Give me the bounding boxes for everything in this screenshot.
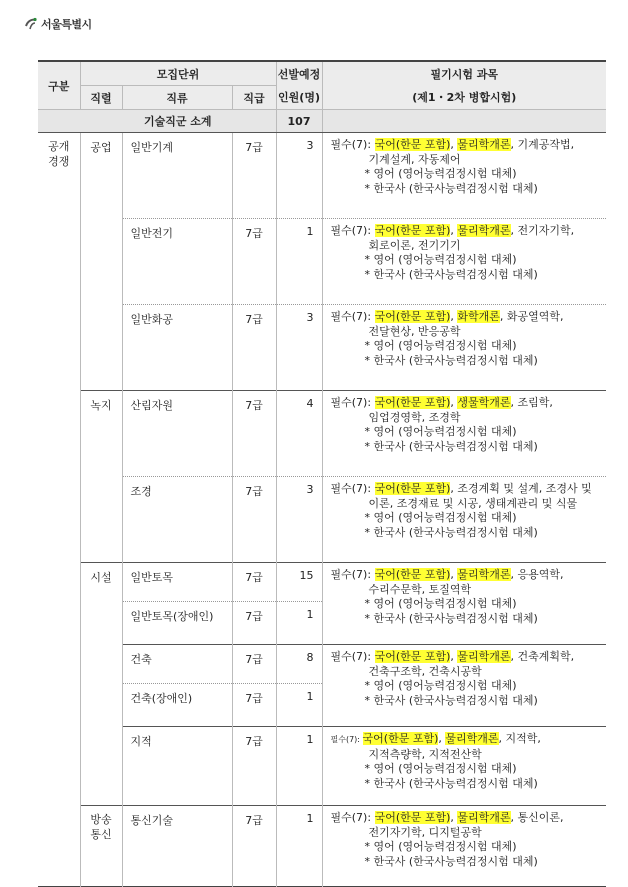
table-row	[38, 645, 606, 684]
table-row	[38, 477, 606, 563]
subject-cell: 필수(7): 국어(한문 포함), 화학개론, 화공열역학, 전달현상, 반응공학 * 영어 (영어능력검정시험 대체) * 한국사 (한국사능력검정시험 대체)	[322, 305, 606, 391]
count-cell: 8	[276, 645, 322, 684]
logo-text: 서울특별시	[41, 18, 92, 31]
count-cell: 3	[276, 133, 322, 219]
seoul-logo	[24, 16, 92, 32]
count-cell: 3	[276, 477, 322, 563]
grade-cell: 7급	[232, 563, 276, 602]
highlight: 국어(한문 포함)	[374, 138, 451, 151]
header-seonbal-1: 선발예정	[276, 61, 322, 86]
table-row	[38, 563, 606, 602]
header-subject-2: (제1・2차 병합시험)	[322, 86, 606, 110]
grade-cell: 7급	[232, 477, 276, 563]
exam-table	[38, 60, 606, 887]
seoul-logo-icon	[24, 17, 38, 31]
count-cell: 4	[276, 391, 322, 477]
table-row	[38, 133, 606, 219]
count-cell: 3	[276, 305, 322, 391]
grade-cell: 7급	[232, 684, 276, 727]
kind-cell: 일반토목	[122, 563, 232, 602]
kind-cell: 통신기술	[122, 806, 232, 887]
table-row	[38, 391, 606, 477]
highlight: 물리학개론	[457, 138, 511, 151]
count-cell: 1	[276, 727, 322, 806]
table-row	[38, 219, 606, 305]
table-row	[38, 305, 606, 391]
grade-cell: 7급	[232, 602, 276, 645]
grade-cell: 7급	[232, 305, 276, 391]
subject-cell: 필수(7): 국어(한문 포함), 물리학개론, 응용역학, 수리수문학, 토질역학 * 영어 (영어능력검정시험 대체) * 한국사 (한국사능력검정시험 대체)	[322, 563, 606, 645]
summary-row	[38, 110, 606, 133]
kind-cell: 일반화공	[122, 305, 232, 391]
header-jikgeup: 직급	[232, 86, 276, 110]
kind-cell: 건축	[122, 645, 232, 684]
grade-cell: 7급	[232, 806, 276, 887]
subject-cell: 필수(7): 국어(한문 포함), 물리학개론, 기계공작법, 기계설계, 자동제어 * 영어 (영어능력검정시험 대체) * 한국사 (한국사능력검정시험 대체)	[322, 133, 606, 219]
kind-cell: 조경	[122, 477, 232, 563]
grade-cell: 7급	[232, 219, 276, 305]
table-row	[38, 727, 606, 806]
count-cell: 15	[276, 563, 322, 602]
header-subject-1: 필기시험 과목	[322, 61, 606, 86]
kind-cell: 일반토목(장애인)	[122, 602, 232, 645]
series-cell: 시설	[80, 563, 122, 806]
header-gubun: 구분	[38, 61, 80, 110]
kind-cell: 일반기계	[122, 133, 232, 219]
header-jikryu: 직류	[122, 86, 232, 110]
subject-cell: 필수(7): 국어(한문 포함), 조경계획 및 설계, 조경사 및 이론, 조경재료 및 시공, 생태계관리 및 식물 * 영어 (영어능력검정시험 대체) * 한국사 (한국사능력검정시험 대체)	[322, 477, 606, 563]
kind-cell: 건축(장애인)	[122, 684, 232, 727]
subject-cell: 필수(7): 국어(한문 포함), 물리학개론, 전기자기학, 회로이론, 전기기기 * 영어 (영어능력검정시험 대체) * 한국사 (한국사능력검정시험 대체)	[322, 219, 606, 305]
count-cell: 1	[276, 806, 322, 887]
kind-cell: 산림자원	[122, 391, 232, 477]
grade-cell: 7급	[232, 727, 276, 806]
kind-cell: 일반전기	[122, 219, 232, 305]
group-line-1: 공개	[48, 140, 70, 153]
count-cell: 1	[276, 219, 322, 305]
grade-cell: 7급	[232, 645, 276, 684]
series-cell: 녹지	[80, 391, 122, 563]
subject-cell: 필수(7): 국어(한문 포함), 물리학개론, 건축계획학, 건축구조학, 건축시공학 * 영어 (영어능력검정시험 대체) * 한국사 (한국사능력검정시험 대체)	[322, 645, 606, 727]
summary-label: 기술직군 소계	[80, 110, 276, 133]
subject-cell: 필수(7): 국어(한문 포함), 생물학개론, 조림학, 임업경영학, 조경학 * 영어 (영어능력검정시험 대체) * 한국사 (한국사능력검정시험 대체)	[322, 391, 606, 477]
kind-cell: 지적	[122, 727, 232, 806]
series-cell: 방송 통신	[80, 806, 122, 887]
header-mojip: 모집단위	[80, 61, 276, 86]
subject-cell: 필수(7): 국어(한문 포함), 물리학개론, 통신이론, 전기자기학, 디지털공학 * 영어 (영어능력검정시험 대체) * 한국사 (한국사능력검정시험 대체)	[322, 806, 606, 887]
summary-count: 107	[276, 110, 322, 133]
header-jikryeol: 직렬	[80, 86, 122, 110]
series-cell: 공업	[80, 133, 122, 391]
grade-cell: 7급	[232, 133, 276, 219]
table-row	[38, 806, 606, 887]
subject-cell: 필수(7): 국어(한문 포함), 물리학개론, 지적학, 지적측량학, 지적전산학 * 영어 (영어능력검정시험 대체) * 한국사 (한국사능력검정시험 대체)	[322, 727, 606, 806]
group-line-2: 경쟁	[48, 155, 70, 168]
count-cell: 1	[276, 602, 322, 645]
count-cell: 1	[276, 684, 322, 727]
grade-cell: 7급	[232, 391, 276, 477]
header-seonbal-2: 인원(명)	[276, 86, 322, 110]
